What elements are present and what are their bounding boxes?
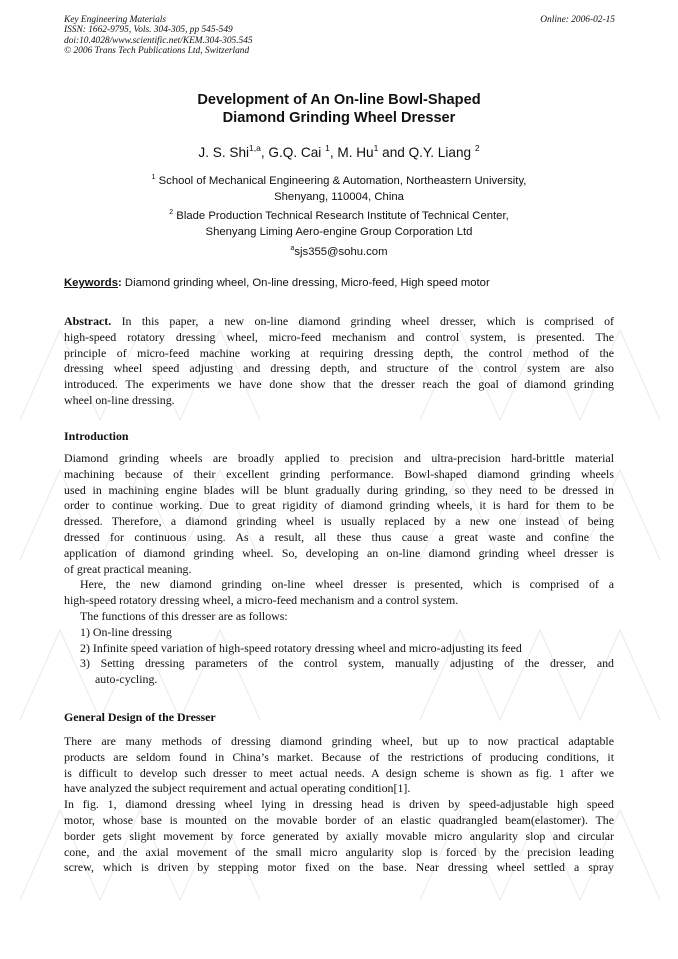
abstract-line: introduced. The experiments we have done show that the dresser reach the goal of diamond grinding xyxy=(64,377,614,392)
intro-line: Here, the new diamond grinding on-line wheel dresser is presented, which is comprised of a xyxy=(80,577,614,592)
paper-title xyxy=(0,91,678,127)
intro-line: used in machining engine blades will be blunt gradually during grinding, so they need to be dressed in xyxy=(64,482,614,497)
function-item-1: 1) On-line dressing xyxy=(80,624,172,639)
general-design-line: products are seldom found in China’s market. Because of the restrictions of producing conditions, it xyxy=(64,749,614,764)
title-line-2: Diamond Grinding Wheel Dresser xyxy=(222,110,456,126)
author-1: J. S. Shi xyxy=(198,145,250,160)
affiliation-2-line-2: Shenyang Liming Aero-engine Group Corporation Ltd xyxy=(205,225,473,238)
general-design-heading: General Design of the Dresser xyxy=(64,710,216,724)
function-item-3-cont: auto-cycling. xyxy=(95,672,158,687)
keywords-label: Keywords xyxy=(64,277,118,289)
intro-line: application of diamond grinding wheel. So, developing an on-line diamond grinding wheel dresser is xyxy=(64,545,614,560)
general-design-line: cone, and the axial movement of the small micro angularity slop is forced by the precision leading xyxy=(64,844,614,859)
affiliation-2-marker: 2 xyxy=(169,209,174,216)
affiliation-1-line-2: Shenyang, 110004, China xyxy=(274,190,404,203)
abstract-line: high-speed rotatory dressing wheel, micro-feed mechanism and control system, is presented. The xyxy=(64,329,614,344)
email-address[interactable]: sjs355@sohu.com xyxy=(294,246,388,258)
author-4: and Q.Y. Liang xyxy=(378,145,475,160)
affiliation-1 xyxy=(0,170,678,205)
abstract-line: wheel on-line dressing. xyxy=(64,392,175,407)
abstract-line: In this paper, a new on-line diamond grinding wheel dresser, which is comprised of xyxy=(111,314,614,328)
general-design-line: have analyzed the subject requirement and actual operating condition[1]. xyxy=(64,781,411,796)
author-list xyxy=(0,143,678,160)
copyright-line: © 2006 Trans Tech Publications Ltd, Switzerland xyxy=(64,46,250,57)
affiliation-1-marker: 1 xyxy=(151,174,156,181)
affiliation-1-line-1: School of Mechanical Engineering & Automation, Northeastern University, xyxy=(155,175,527,187)
introduction-heading: Introduction xyxy=(64,429,129,443)
author-3: , M. Hu xyxy=(329,145,374,160)
intro-line: of great practical meaning. xyxy=(64,561,192,576)
general-design-line: screw, which is driven by stepping motor fixed on the base. Near dressing wheel settled a spray xyxy=(64,860,614,875)
general-design-body xyxy=(64,734,614,876)
general-design-line: is difficult to develop such dresser to meet actual needs. A design scheme is shown as fig. 1 after we xyxy=(64,765,614,780)
function-item-3: 3) Setting dressing parameters of the control system, manually adjusting of the dresser, and xyxy=(80,656,614,671)
online-date: Online: 2006-02-15 xyxy=(540,15,615,25)
keywords-text: Diamond grinding wheel, On-line dressing, Micro-feed, High speed motor xyxy=(121,277,490,289)
intro-line: machining because of their excellent grinding performance. Bowl-shaped diamond grinding wheels xyxy=(64,466,614,481)
keywords-colon: : xyxy=(118,277,122,289)
affiliation-2 xyxy=(0,205,678,240)
issn-line: ISSN: 1662-9795, Vols. 304-305, pp 545-549 xyxy=(64,25,233,36)
intro-line: Diamond grinding wheels are broadly applied to precision and ultra-precision hard-brittle material xyxy=(64,451,614,465)
author-2-affiliation: 1 xyxy=(325,143,330,153)
intro-line: The functions of this dresser are as follows: xyxy=(80,608,288,623)
title-line-1: Development of An On-line Bowl-Shaped xyxy=(197,92,481,108)
abstract-paragraph xyxy=(64,314,614,409)
abstract-label: Abstract. xyxy=(64,314,112,328)
general-design-line: border gets slight movement by force generated by axially movable micro angularity slop and circular xyxy=(64,828,614,843)
function-item-2: 2) Infinite speed variation of high-speed rotatory dressing wheel and micro-adjusting its feed xyxy=(80,640,522,655)
email-marker: a xyxy=(290,245,295,252)
introduction-body xyxy=(64,451,614,688)
author-2: , G.Q. Cai xyxy=(260,145,326,160)
intro-line: dressed for continuous using. As a result, all these thus cause a great waste and confine the xyxy=(64,529,614,544)
affiliation-2-line-1: Blade Production Technical Research Institute of Technical Center, xyxy=(173,210,509,222)
author-3-affiliation: 1 xyxy=(373,143,379,153)
abstract-line: principle of micro-feed machine working at requiring dressing depth, the control method of the xyxy=(64,345,614,360)
doi-line: doi:10.4028/www.scientific.net/KEM.304-305.545 xyxy=(64,35,253,46)
general-design-line: In fig. 1, diamond dressing wheel lying in dressing head is driven by speed-adjustable high speed xyxy=(64,797,614,812)
corresponding-email[interactable] xyxy=(0,241,678,261)
intro-line: order to continue working. Due to great rigidity of diamond grinding wheels, it is hard for them to be xyxy=(64,498,614,513)
author-1-affiliation: 1,a xyxy=(249,143,261,153)
general-design-line: There are many methods of dressing diamond grinding wheel, but up to now practical adaptable xyxy=(64,734,614,748)
general-design-line: motor, whose base is mounted on the movable border of an elastic quadrangled beam(elastomer). The xyxy=(64,812,614,827)
intro-line: high-speed rotatory dressing wheel, a micro-feed mechanism and a control system. xyxy=(64,593,459,608)
journal-header xyxy=(64,15,253,57)
author-4-affiliation: 2 xyxy=(474,143,480,153)
journal-name: Key Engineering Materials xyxy=(64,15,167,25)
abstract-line: dressing wheel speed adjusting and dressing depth, and structure of the control system are also xyxy=(64,361,614,376)
intro-line: dressed. Therefore, a diamond grinding wheel is usually replaced by a new one instead of being xyxy=(64,514,614,529)
keywords-line xyxy=(64,277,490,289)
